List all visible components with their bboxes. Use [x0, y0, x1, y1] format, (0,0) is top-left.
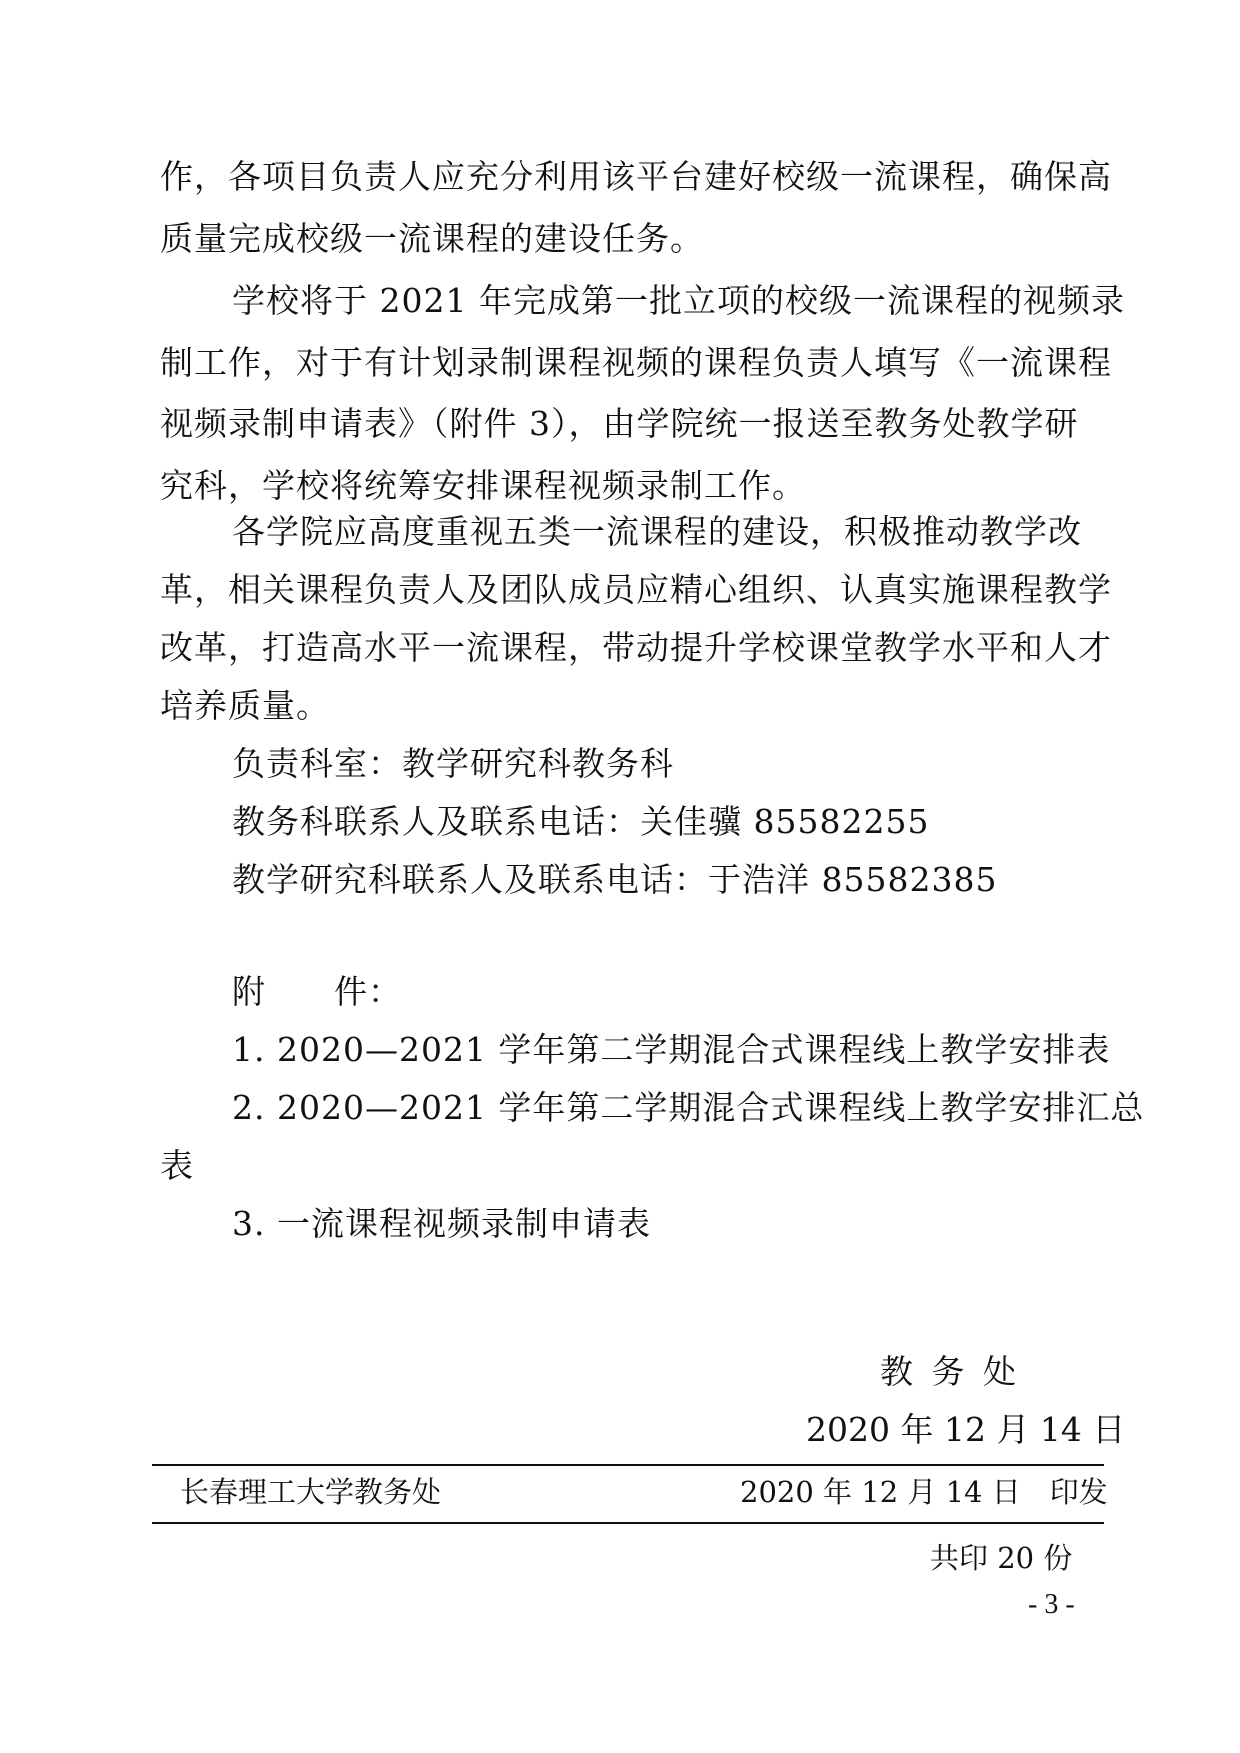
paragraph-line: 改革，打造高水平一流课程，带动提升学校课堂教学水平和人才: [160, 628, 1112, 667]
attachment-item: 1. 2020—2021 学年第二学期混合式课程线上教学安排表: [232, 1030, 1111, 1069]
attachment-item: 2. 2020—2021 学年第二学期混合式课程线上教学安排汇总: [232, 1088, 1145, 1127]
attachment-item: 3. 一流课程视频录制申请表: [232, 1204, 651, 1243]
contact-academic-affairs: 教务科联系人及联系电话：关佳骥 85582255: [232, 802, 930, 841]
signature-office: 教 务 处: [880, 1352, 1020, 1391]
paragraph-line: 作，各项目负责人应充分利用该平台建好校级一流课程，确保高: [160, 157, 1112, 196]
paragraph-line: 究科，学校将统筹安排课程视频录制工作。: [160, 466, 806, 505]
copies-count: 共印 20 份: [930, 1541, 1073, 1575]
paragraph-line: 培养质量。: [160, 686, 330, 725]
signature-date: 2020 年 12 月 14 日: [806, 1410, 1126, 1449]
responsible-office: 负责科室：教学研究科教务科: [232, 744, 674, 783]
footer-bottom-rule: [152, 1522, 1104, 1524]
attachments-heading: 附 件：: [232, 972, 402, 1011]
paragraph-line: 制工作，对于有计划录制课程视频的课程负责人填写《一流课程: [160, 343, 1112, 382]
issuer-name: 长春理工大学教务处: [180, 1475, 442, 1509]
paragraph-line: 革，相关课程负责人及团队成员应精心组织、认真实施课程教学: [160, 570, 1112, 609]
issue-date: 2020 年 12 月 14 日 印发: [740, 1475, 1108, 1509]
attachment-item-continuation: 表: [160, 1146, 194, 1185]
paragraph-line: 各学院应高度重视五类一流课程的建设，积极推动教学改: [232, 512, 1082, 551]
paragraph-line: 质量完成校级一流课程的建设任务。: [160, 219, 704, 258]
paragraph-line: 学校将于 2021 年完成第一批立项的校级一流课程的视频录: [232, 281, 1125, 320]
contact-teaching-research: 教学研究科联系人及联系电话：于浩洋 85582385: [232, 860, 998, 899]
footer-top-rule: [152, 1464, 1104, 1466]
page-number: - 3 -: [1028, 1589, 1075, 1620]
paragraph-line: 视频录制申请表》（附件 3），由学院统一报送至教务处教学研: [160, 404, 1079, 443]
